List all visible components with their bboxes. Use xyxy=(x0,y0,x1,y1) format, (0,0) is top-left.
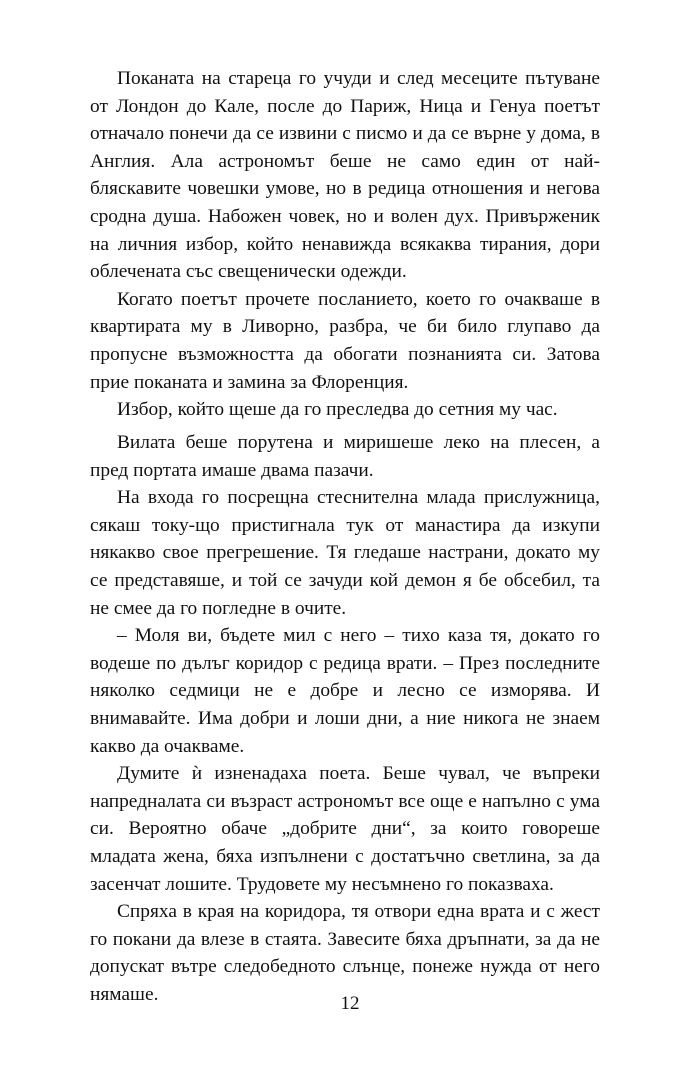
paragraph: – Моля ви, бъдете мил с него – тихо каза тя, докато го водеше по дълъг коридор с редица врати. – През последните няколко седмици не е добре и лесно се изморява. И внимавайте. Има добри и лоши дни, а ние никога не знаем какво да очакваме. xyxy=(90,625,600,757)
text-section-1 xyxy=(90,65,600,424)
paragraph: На входа го посрещна стеснителна млада прислужница, сякаш току-що пристигнала тук от манастира да изкупи някакво свое прегрешение. Тя гледаше настрани, докато му се представяше, и той се зачуди кой демон я бе обсебил, та не смее да го погледне в очите. xyxy=(90,487,600,619)
paragraph: Избор, който щеше да го преследва до сетния му час. xyxy=(117,399,558,421)
paragraph: Думите ѝ изненадаха поета. Беше чувал, че въпреки напредналата си възраст астрономът все още е напълно с ума си. Вероятно обаче „добрите дни“, за които говореше младата жена, бяха изпълнени с достатъчно светлина, за да засенчат лошите. Трудовете му несъмнено го показваха. xyxy=(90,763,600,895)
page-number: 12 xyxy=(340,993,360,1014)
paragraph: Когато поетът прочете посланието, което го очакваше в квартирата му в Ливорно, разбра, че би било глупаво да пропусне възможността да обогати познанията си. Затова прие поканата и замина за Флоренция. xyxy=(90,288,600,393)
text-section-2 xyxy=(90,429,600,1008)
paragraph: Поканата на стареца го учуди и след месеците пътуване от Лондон до Кале, после до Париж, Ница и Генуа поетът отначало понечи да се извини с писмо и да се върне у дома, в Англия. Ала астрономът беше не само един от най-бляскавите човешки умове, но в редица отношения и негова сродна душа. Набожен човек, но и волен дух. Привърженик на личния избор, който ненавижда всякаква тирания, дори облечената със свещенически одежди. xyxy=(90,68,600,283)
paragraph: Вилата беше порутена и миришеше леко на плесен, а пред портата имаше двама пазачи. xyxy=(90,432,600,481)
paragraph: Спряха в края на коридора, тя отвори една врата и с жест го покани да влезе в стаята. Завесите бяха дръпнати, за да не допускат вътре следобедното слънце, понеже нужда от него нямаше. xyxy=(90,901,600,1005)
